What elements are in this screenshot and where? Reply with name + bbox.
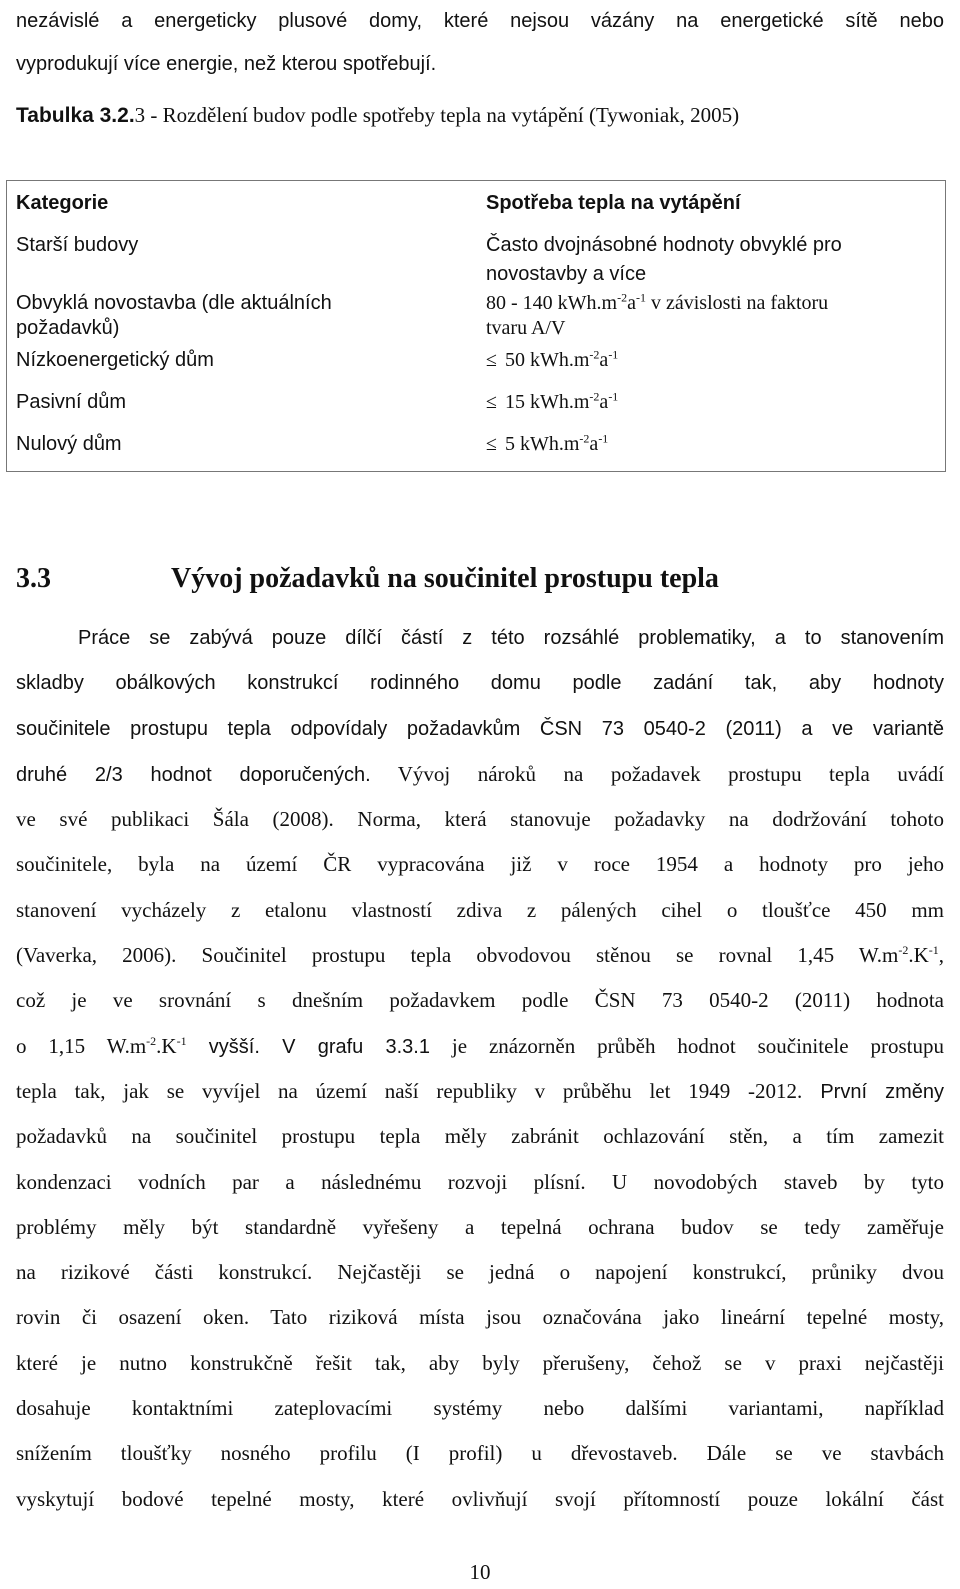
body-line xyxy=(16,1024,944,1069)
table-row-value xyxy=(486,291,936,341)
page-number: 10 xyxy=(469,1560,491,1584)
table-row-category-line2: požadavků) xyxy=(16,317,120,339)
table-row-value xyxy=(486,348,936,373)
table-row-value-line1: Často dvojnásobné hodnoty obvyklé pro xyxy=(486,234,842,256)
table-row-value-unit: a xyxy=(589,433,599,455)
section-title: Vývoj požadavků na součinitel prostupu tepla xyxy=(171,563,719,594)
body-line-part: o 1,15 W.m xyxy=(16,1033,147,1058)
table-row-value-sup: -1 xyxy=(608,389,619,404)
body-line-part: Součinitel prostupu tepla obvodovou stěnou se rovnal 1,45 W.m xyxy=(176,943,899,968)
body-line: požadavků na součinitel prostupu tepla měly zabránit ochlazování stěn, a tím zamezit xyxy=(16,1124,944,1149)
less-or-equal-icon: ≤ xyxy=(486,391,497,413)
superscript: -1 xyxy=(928,943,939,958)
less-or-equal-icon: ≤ xyxy=(486,349,497,371)
table-row-value-line2: tvaru A/V xyxy=(486,317,566,339)
body-line xyxy=(16,1160,944,1205)
body-line: což je ve srovnání s dnešním požadavkem podle ČSN 73 0540-2 (2011) hodnota xyxy=(16,988,944,1013)
body-line-part: .K xyxy=(156,1033,177,1058)
table-row-value xyxy=(486,432,936,457)
body-line xyxy=(16,1250,944,1295)
body-line: problémy měly být standardně vyřešeny a tepelná ochrana budov se tedy zaměřuje xyxy=(16,1214,944,1239)
table-caption-text: 3 - Rozdělení budov podle spotřeby tepla na vytápění (Tywoniak, 2005) xyxy=(134,103,740,127)
superscript: -2 xyxy=(898,943,909,958)
body-line: součinitele, byla na území ČR vypracována již v roce 1954 a hodnoty pro jeho xyxy=(16,852,944,877)
table-row-value-suffix: v závislosti na faktoru xyxy=(645,292,829,314)
table-row-value-main: 15 kWh.m xyxy=(504,391,590,413)
body-line: stanovení vycházely z etalonu vlastností zdiva z pálených cihel o tloušťce 450 mm xyxy=(16,897,944,922)
table-row-value-main: 50 kWh.m xyxy=(504,349,590,371)
table-row-value-unit: a xyxy=(627,292,636,314)
body-line-part: tepla tak, jak se vyvíjel na území naší republiky v průběhu let 1949 -2012. xyxy=(16,1078,803,1103)
body-line-part: na rizikové části konstrukcí. xyxy=(16,1260,313,1285)
body-line-part: U novodobých staveb by tyto xyxy=(585,1169,944,1194)
body-line xyxy=(16,797,944,842)
body-line-part: vyšší. V grafu 3.3.1 xyxy=(186,1035,430,1058)
section-number: 3.3 xyxy=(16,563,51,594)
table-row-value-sup: -1 xyxy=(608,347,619,362)
less-or-equal-icon: ≤ xyxy=(486,433,497,455)
body-line-part: Norma, která stanovuje požadavky na dodržování tohoto xyxy=(333,807,944,832)
table-row-value-unit: a xyxy=(599,349,609,371)
table-caption-label: Tabulka 3.2. xyxy=(16,104,135,127)
body-line: skladby obálkových konstrukcí rodinného domu podle zadání tak, aby hodnoty xyxy=(16,672,944,695)
body-line: součinitele prostupu tepla odpovídaly požadavkům ČSN 73 0540-2 (2011) a ve variantě xyxy=(16,717,944,740)
body-line-part: druhé 2/3 hodnot doporučených. xyxy=(16,763,371,786)
table-header-category: Kategorie xyxy=(16,192,109,214)
table-row-value-sup: -2 xyxy=(589,389,600,404)
table-row-category xyxy=(16,291,436,341)
body-line: které je nutno konstrukčně řešit tak, aby byly přerušeny, čehož se v praxi nejčastěji xyxy=(16,1350,944,1375)
body-line xyxy=(16,752,944,797)
table-row-value-main: 80 - 140 kWh.m xyxy=(486,292,618,314)
body-line-part: .K xyxy=(908,943,929,968)
body-line-part: rovin či osazení oken. xyxy=(16,1305,250,1330)
table-row-value-line2: novostavby a více xyxy=(486,263,647,285)
table-row-value xyxy=(486,390,936,415)
body-line-part: Nejčastěji se jedná o napojení konstrukcí, průniky dvou xyxy=(312,1260,944,1285)
body-paragraph xyxy=(16,616,944,1522)
table-row-category-line1: Obvyklá novostavba (dle aktuálních xyxy=(16,292,332,314)
superscript: -1 xyxy=(176,1033,187,1048)
table-row-value-sup: -1 xyxy=(598,431,609,446)
body-line: vyskytují bodové tepelné mosty, které ovlivňují svojí přítomností pouze lokální část xyxy=(16,1486,944,1511)
table-row-category: Starší budovy xyxy=(16,234,139,256)
body-line xyxy=(16,1069,944,1114)
table-row-category: Nízkoenergetický dům xyxy=(16,349,214,371)
body-line-part: kondenzaci vodních par a následnému rozvoji plísní. xyxy=(16,1169,586,1194)
superscript: -2 xyxy=(146,1033,157,1048)
body-line-part: snížením tloušťky nosného profilu (I profil) u dřevostaveb. xyxy=(16,1441,678,1466)
table-caption xyxy=(16,103,739,128)
table-row-value-main: 5 kWh.m xyxy=(504,433,580,455)
intro-line-2: vyprodukují více energie, než kterou spotřebují. xyxy=(16,53,437,75)
table-row-category: Nulový dům xyxy=(16,433,122,455)
heating-consumption-table xyxy=(6,180,946,472)
body-line: Práce se zabývá pouze dílčí částí z této rozsáhlé problematiky, a to stanovením xyxy=(78,627,944,649)
table-row-value-unit: a xyxy=(599,391,609,413)
body-line-part: Dále se ve stavbách xyxy=(677,1441,944,1466)
body-line-part: ve své publikaci Šála (2008). xyxy=(16,807,334,832)
body-line xyxy=(16,1295,944,1340)
table-header-consumption: Spotřeba tepla na vytápění xyxy=(486,192,741,214)
intro-paragraph xyxy=(16,0,944,86)
body-line-part: , xyxy=(938,943,944,968)
section-heading xyxy=(16,563,719,595)
body-line-part: Tato riziková místa jsou označována jako lineární tepelné mosty, xyxy=(249,1305,944,1330)
body-line xyxy=(16,1431,944,1476)
table-row-value-sup: -1 xyxy=(635,290,646,305)
intro-line-1: nezávislé a energeticky plusové domy, které nejsou vázány na energetické sítě nebo xyxy=(16,10,944,32)
body-line xyxy=(16,933,944,978)
table-row-value-sup: -2 xyxy=(589,347,600,362)
body-line: dosahuje kontaktními zateplovacími systémy nebo dalšími variantami, například xyxy=(16,1396,944,1421)
body-line-part: je znázorněn průběh hodnot součinitele prostupu xyxy=(429,1033,944,1058)
body-line-part: (Vaverka, 2006). xyxy=(16,943,177,968)
table-row-category: Pasivní dům xyxy=(16,391,127,413)
table-row-value xyxy=(486,233,936,287)
body-line-part: První změny xyxy=(802,1080,944,1103)
table-row-value-sup: -2 xyxy=(617,290,628,305)
body-line-part: Vývoj nároků na požadavek prostupu tepla uvádí xyxy=(370,761,944,786)
table-row-value-sup: -2 xyxy=(579,431,590,446)
